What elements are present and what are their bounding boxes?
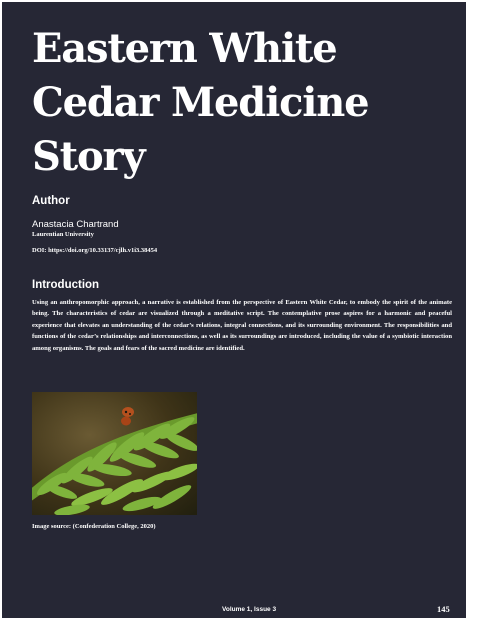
author-affiliation: Laurentian University: [32, 231, 94, 238]
journal-page: [2, 2, 466, 618]
title-line: Story: [32, 133, 145, 180]
title-line: Cedar Medicine: [32, 79, 369, 126]
article-title: [32, 22, 452, 184]
introduction-paragraph: Using an anthropomorphic approach, a narrative is established from the perspective of Eastern White Cedar, to embody the spirit of the animate being. The characteristics of cedar are visualized through a meditative script. The contemplative prose aspires for a harmonic and peaceful experience that elevates an understanding of the cedar’s relations, integral connections, and its surrounding environment. The responsibilities and functions of the cedar’s relationships and interconnections, as well as its surroundings are introduced, including the value of a symbiotic interaction among organisms. The goals and fears of the sacred medicine are identified.: [32, 299, 452, 352]
cedar-photo: [32, 392, 197, 515]
page-number: 145: [437, 604, 450, 614]
doi-link[interactable]: DOI: https://doi.org/10.33137/cjlh.v1i3.38454: [32, 247, 158, 254]
introduction-heading: Introduction: [32, 279, 100, 291]
title-line: Eastern White: [32, 25, 337, 72]
cedar-branch-image: [32, 392, 197, 515]
author-heading: Author: [32, 195, 70, 207]
image-caption: Image source: (Confederation College, 2020): [32, 523, 156, 530]
footer-issue: Volume 1, Issue 3: [222, 606, 277, 613]
author-name: Anastacia Chartrand: [32, 219, 119, 230]
